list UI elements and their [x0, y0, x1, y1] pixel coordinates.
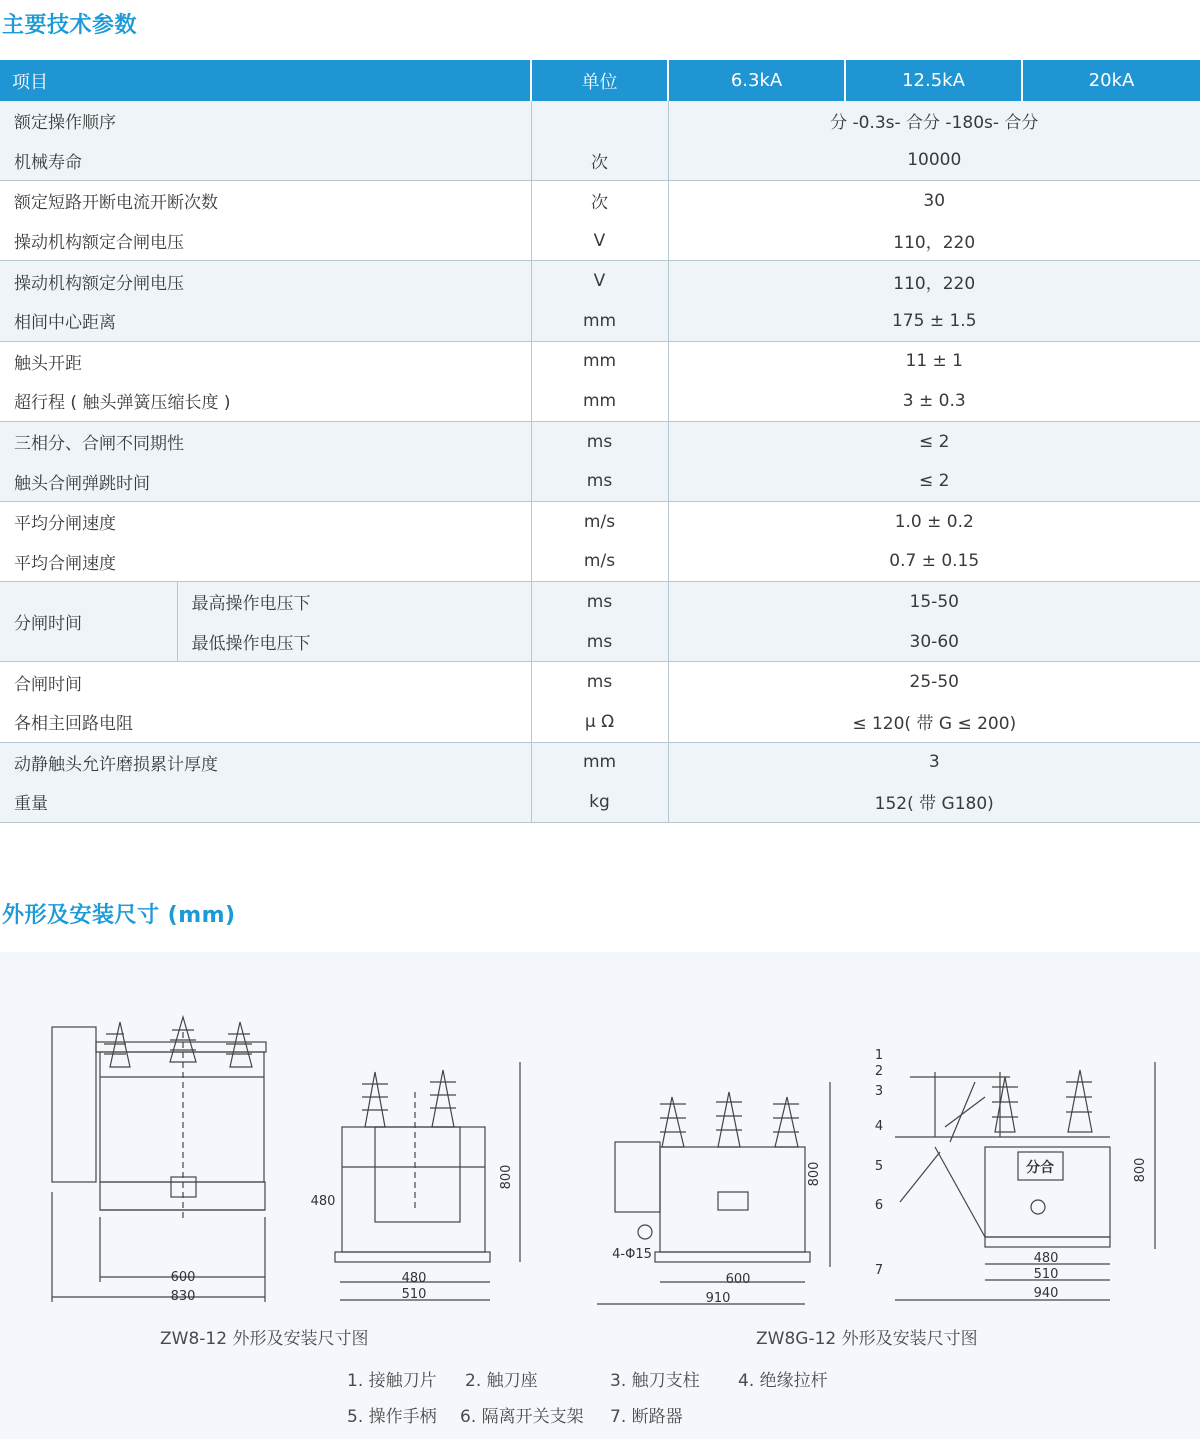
row-unit: 次 — [531, 141, 668, 181]
section-title-tech-params: 主要技术参数 — [2, 13, 138, 38]
drawing-panel — [0, 952, 1200, 1439]
row-value: 15-50 — [668, 582, 1200, 622]
header-12-5ka: 12.5kA — [845, 60, 1022, 101]
row-unit: m/s — [531, 501, 668, 541]
row-value: 11 ± 1 — [668, 341, 1200, 381]
row-unit: V — [531, 261, 668, 301]
row-item: 各相主回路电阻 — [0, 702, 531, 742]
header-6-3ka: 6.3kA — [668, 60, 845, 101]
zw8-dim-830: 830 — [170, 1289, 196, 1304]
zw8g-dim-800: 800 — [807, 1161, 822, 1187]
row-value: ≤ 2 — [668, 421, 1200, 461]
table-row — [0, 141, 1200, 181]
zw8g-side-view — [895, 1062, 1155, 1300]
table-row — [0, 381, 1200, 421]
row-item: 操动机构额定分闸电压 — [0, 261, 531, 301]
row-value: 25-50 — [668, 662, 1200, 702]
table-row — [0, 341, 1200, 381]
row-item: 动静触头允许磨损累计厚度 — [0, 742, 531, 782]
zw8g-front-view — [597, 1082, 830, 1304]
row-unit: V — [531, 221, 668, 261]
table-row — [0, 461, 1200, 501]
table-row — [0, 501, 1200, 541]
row-item: 平均合闸速度 — [0, 542, 531, 582]
row-unit: mm — [531, 341, 668, 381]
row-unit: ms — [531, 461, 668, 501]
row-value: 30-60 — [668, 622, 1200, 662]
row-value: ≤ 2 — [668, 461, 1200, 501]
legend-item: 4. 绝缘拉杆 — [738, 1371, 828, 1391]
table-row — [0, 181, 1200, 221]
table-row — [0, 782, 1200, 822]
zw8g-side-dim-510: 510 — [1033, 1267, 1059, 1282]
zw8g-dim-910: 910 — [705, 1291, 731, 1306]
zw8-front-view — [52, 1017, 266, 1302]
header-20ka: 20kA — [1022, 60, 1200, 101]
row-item: 合闸时间 — [14, 674, 82, 695]
table-row — [0, 702, 1200, 742]
row-item: 三相分、合闸不同期性 — [0, 421, 531, 461]
table-row — [0, 301, 1200, 341]
row-item: 额定操作顺序 — [0, 101, 531, 141]
row-item: 额定短路开断电流开断次数 — [14, 193, 218, 214]
row-value: 3 ± 0.3 — [668, 381, 1200, 421]
row-value: 1.0 ± 0.2 — [668, 501, 1200, 541]
marker-1: 1 — [874, 1048, 884, 1063]
table-row — [0, 101, 1200, 141]
row-unit: ms — [531, 582, 668, 622]
row-unit: ms — [531, 662, 668, 702]
row-item: 平均分闸速度 — [14, 514, 116, 535]
table-row — [0, 421, 1200, 461]
row-unit: m/s — [531, 542, 668, 582]
row-item: 分闸时间 — [0, 582, 177, 662]
row-unit — [531, 101, 668, 141]
legend-item: 3. 触刀支柱 — [610, 1371, 700, 1391]
table-header-row — [0, 60, 1200, 101]
row-unit: mm — [531, 742, 668, 782]
marker-5: 5 — [874, 1159, 884, 1174]
row-item: 触头合闸弹跳时间 — [0, 461, 531, 501]
row-value: 110，220 — [668, 221, 1200, 261]
row-unit: μ Ω — [531, 702, 668, 742]
zw8g-caption: ZW8G-12 外形及安装尺寸图 — [756, 1329, 978, 1349]
table-row — [0, 622, 1200, 662]
marker-6: 6 — [874, 1198, 884, 1213]
zw8g-side-dim-940: 940 — [1033, 1286, 1059, 1301]
zw8-caption: ZW8-12 外形及安装尺寸图 — [160, 1329, 369, 1349]
legend-item: 6. 隔离开关支架 — [460, 1407, 584, 1427]
legend-item: 1. 接触刀片 — [347, 1371, 437, 1391]
zw8-side-dim-480: 480 — [401, 1271, 427, 1286]
row-value: 30 — [668, 181, 1200, 221]
zw8g-dim-600: 600 — [725, 1272, 751, 1287]
row-value: 10000 — [668, 141, 1200, 181]
marker-4: 4 — [874, 1119, 884, 1134]
row-unit: ms — [531, 421, 668, 461]
table-row — [0, 742, 1200, 782]
section-title-dimensions: 外形及安装尺寸 (mm) — [2, 903, 236, 928]
row-item: 操动机构额定合闸电压 — [0, 221, 531, 261]
marker-2: 2 — [874, 1064, 884, 1079]
technical-drawings — [0, 952, 1200, 1439]
header-item: 项目 — [0, 60, 531, 101]
row-value: 分 -0.3s- 合分 -180s- 合分 — [668, 101, 1200, 141]
legend-item: 5. 操作手柄 — [347, 1407, 437, 1427]
row-item: 触头开距 — [14, 353, 82, 374]
table-row — [0, 662, 1200, 702]
zw8-side-view — [335, 1062, 520, 1300]
row-unit: mm — [531, 381, 668, 421]
marker-3: 3 — [874, 1084, 884, 1099]
row-item: 机械寿命 — [0, 141, 531, 181]
zw8-side-dim-510: 510 — [401, 1287, 427, 1302]
row-unit: ms — [531, 622, 668, 662]
row-subitem: 最高操作电压下 — [177, 582, 531, 622]
row-value: 152( 带 G180) — [668, 782, 1200, 822]
table-row — [0, 261, 1200, 301]
row-unit: 次 — [531, 181, 668, 221]
row-item: 超行程 ( 触头弹簧压缩长度 ) — [0, 381, 531, 421]
row-value: 175 ± 1.5 — [668, 301, 1200, 341]
row-item: 重量 — [0, 782, 531, 822]
zw8-side-dim-480-vertical: 480 — [310, 1194, 336, 1209]
marker-7: 7 — [874, 1263, 884, 1278]
table-row — [0, 221, 1200, 261]
table-row — [0, 582, 1200, 622]
zw8g-side-dim-480: 480 — [1033, 1251, 1059, 1266]
row-item: 相间中心距离 — [0, 301, 531, 341]
row-value: 3 — [668, 742, 1200, 782]
zw8g-side-dim-800: 800 — [1133, 1157, 1148, 1183]
table-row — [0, 542, 1200, 582]
legend-item: 2. 触刀座 — [465, 1371, 538, 1391]
zw8-dim-600: 600 — [170, 1270, 196, 1285]
zw8-side-dim-800: 800 — [499, 1164, 514, 1190]
row-value: 0.7 ± 0.15 — [668, 542, 1200, 582]
row-unit: mm — [531, 301, 668, 341]
zw8g-panel-label: 分合 — [1026, 1160, 1054, 1176]
row-value: ≤ 120( 带 G ≤ 200) — [668, 702, 1200, 742]
row-value: 110，220 — [668, 261, 1200, 301]
row-subitem: 最低操作电压下 — [177, 622, 531, 662]
row-unit: kg — [531, 782, 668, 822]
zw8g-dim-holes: 4-Φ15 — [612, 1247, 652, 1262]
spec-table — [0, 60, 1200, 823]
legend-item: 7. 断路器 — [610, 1407, 683, 1427]
header-unit: 单位 — [531, 60, 668, 101]
